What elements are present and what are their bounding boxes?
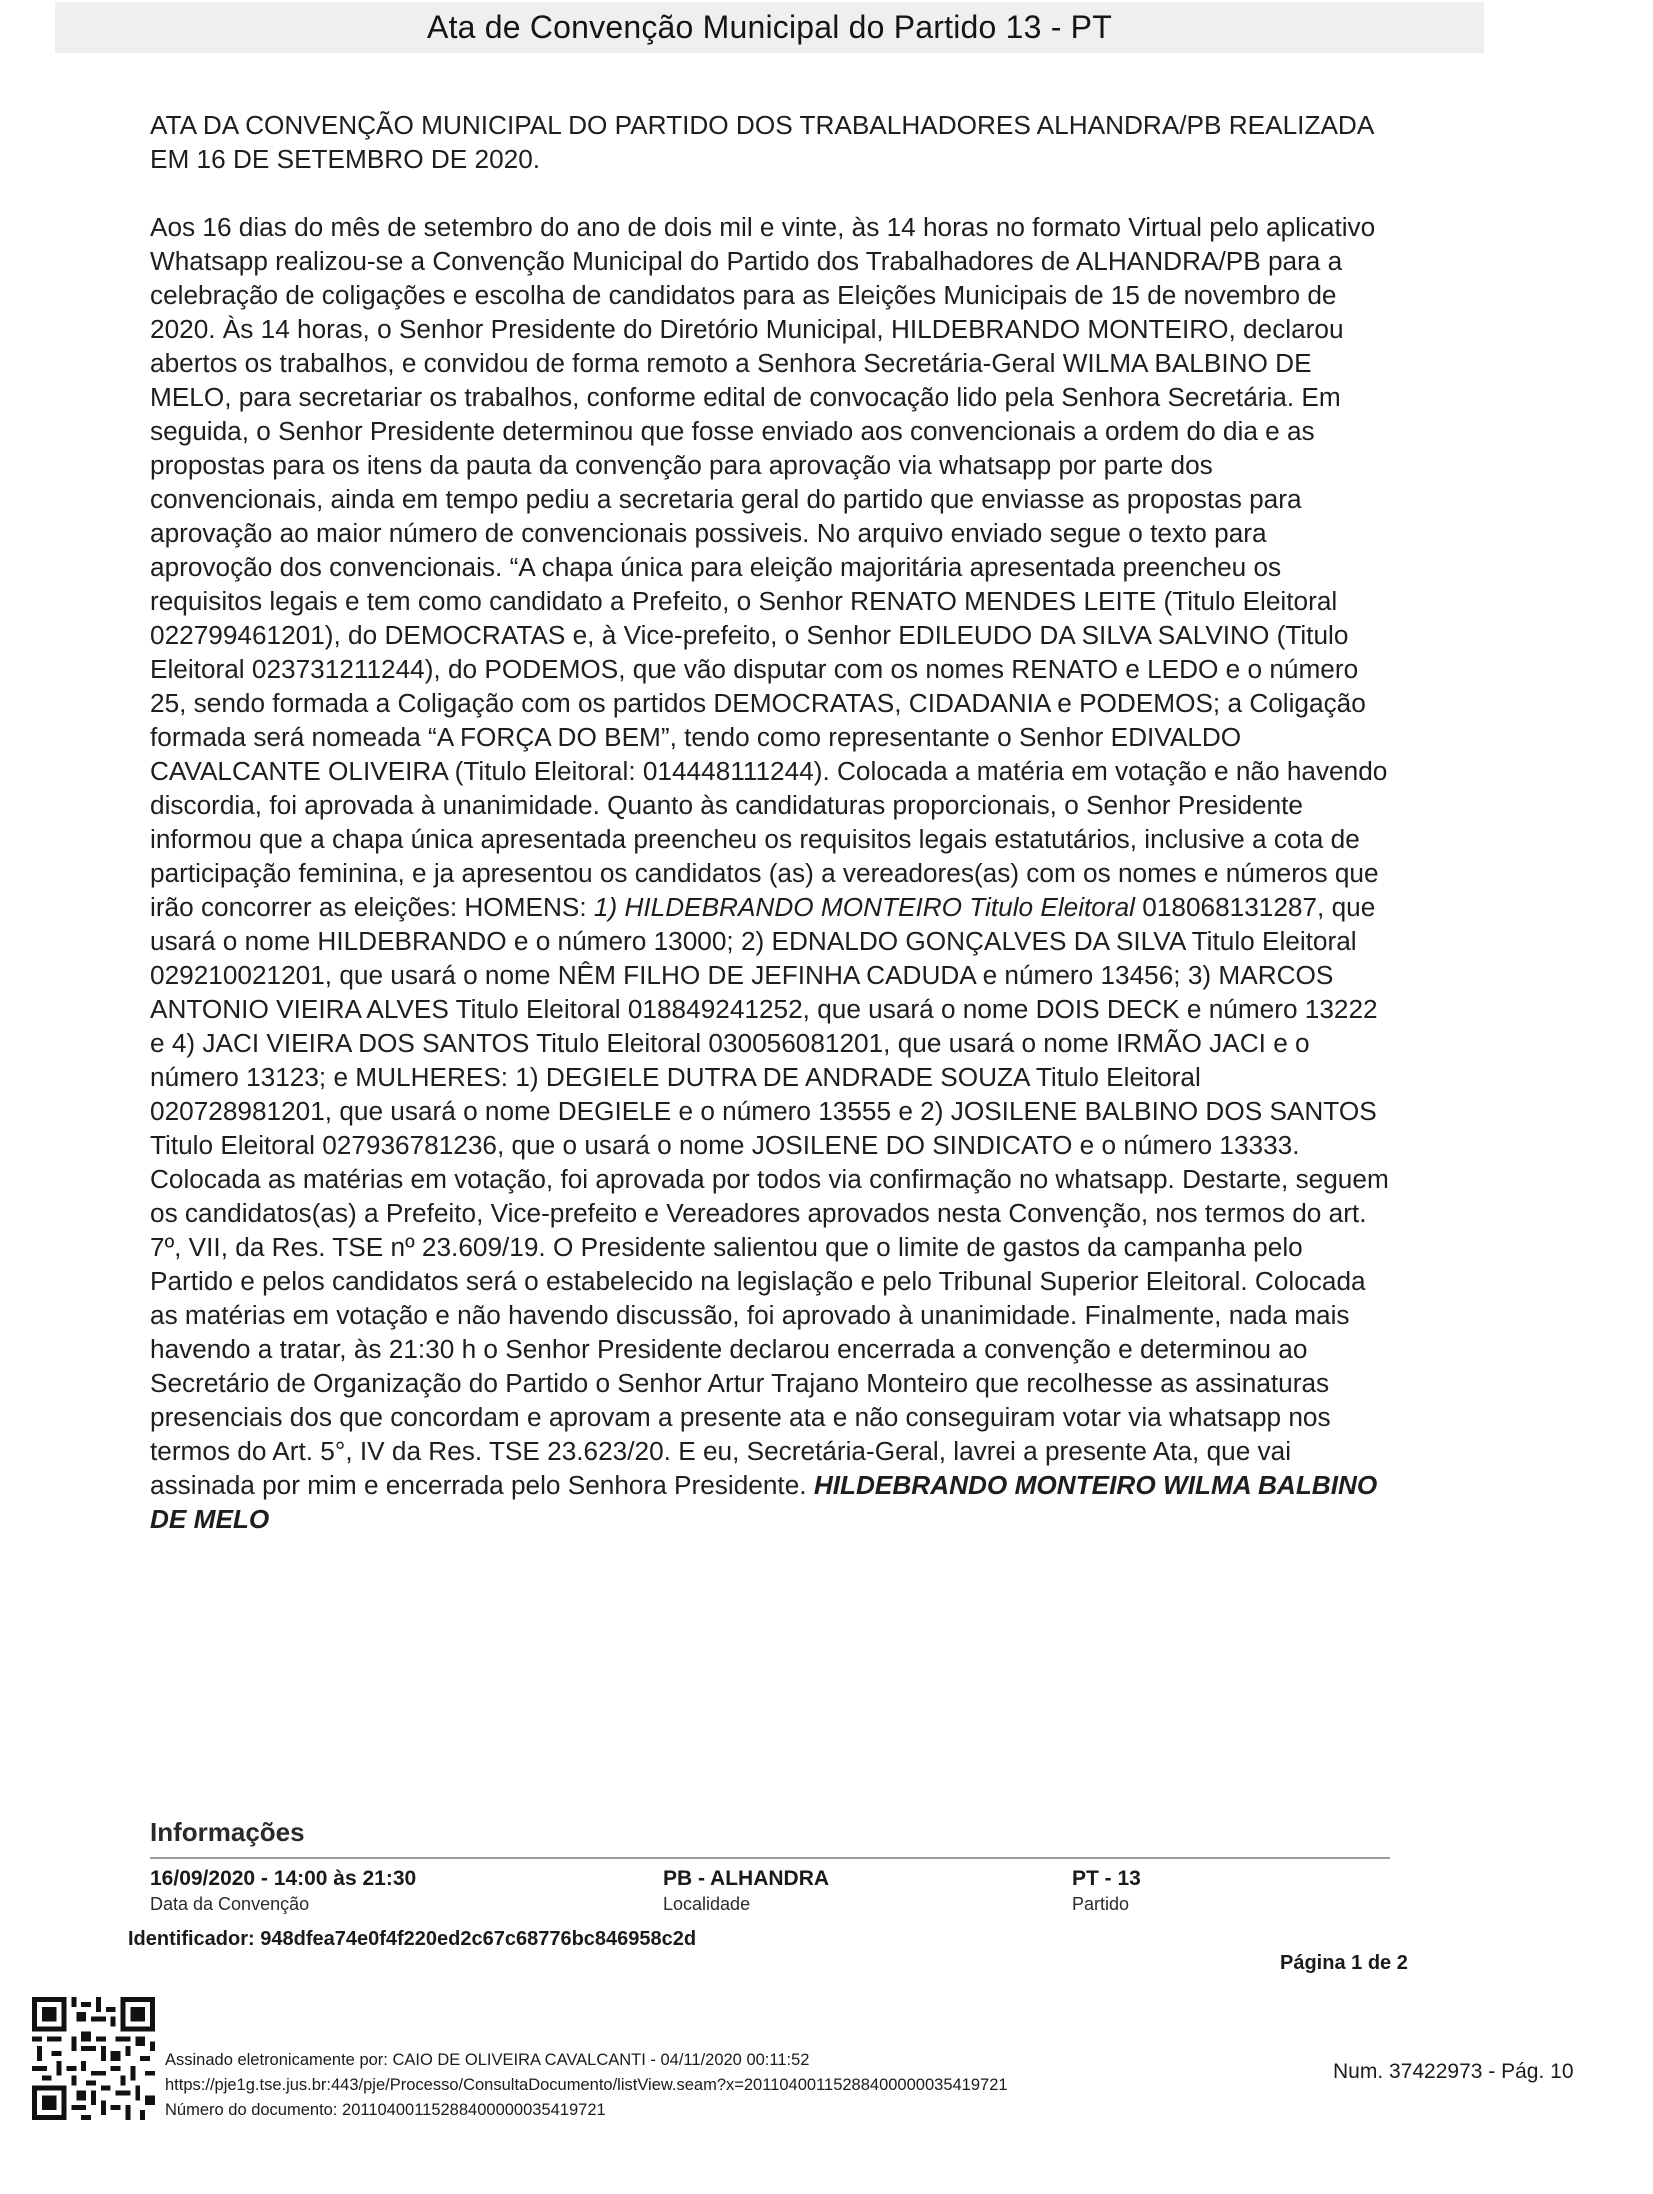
- document-identifier: Identificador: 948dfea74e0f4f220ed2c67c68776bc846958c2d: [128, 1928, 697, 1950]
- body-text-italic: 1) HILDEBRANDO MONTEIRO Titulo Eleitoral: [593, 892, 1135, 922]
- info-title: Informações: [150, 1817, 305, 1847]
- page-indicator: Página 1 de 2: [1280, 1952, 1408, 1974]
- document-paragraph: [150, 210, 1390, 1536]
- document-url[interactable]: https://pje1g.tse.jus.br:443/pje/Processo/ConsultaDocumento/listView.seam?x=20110400115288400000035419721: [165, 2076, 1008, 2094]
- info-party: [1072, 1866, 1141, 1916]
- locality-label: Localidade: [663, 1894, 751, 1914]
- body-text-1: Aos 16 dias do mês de setembro do ano de dois mil e vinte, às 14 horas no formato Virtual pelo aplicativo Whatsapp realizou-se a Convenção Municipal do Partido dos Trabalhadores de ALHANDRA/PB para a celebração de coligações e escolha de candidatos para as Eleições Municipais de 15 de novembro de 2020. Às 14 horas, o Senhor Presidente do Diretório Municipal, HILDEBRANDO MONTEIRO, declarou abertos os trabalhos, e convidou de forma remoto a Senhora Secretária-Geral WILMA BALBINO DE MELO, para secretariar os trabalhos, conforme edital de convocação lido pela Senhora Secretária. Em seguida, o Senhor Presidente determinou que fosse enviado aos convencionais a ordem do dia e as propostas para os itens da pauta da convenção para aprovação via whatsapp por parte dos convencionais, ainda em tempo pediu a secretaria geral do partido que enviasse as propostas para aprovação ao maior número de convencionais possiveis. No arquivo enviado segue o texto para aprovoção dos convencionais. “A chapa única para eleição majoritária apresentada preencheu os requisitos legais e tem como candidato a Prefeito, o Senhor RENATO MENDES LEITE (Titulo Eleitoral 022799461201), do DEMOCRATAS e, à Vice-prefeito, o Senhor EDILEUDO DA SILVA SALVINO (Titulo Eleitoral 023731211244), do PODEMOS, que vão disputar com os nomes RENATO e LEDO e o número 25, sendo formada a Coligação com os partidos DEMOCRATAS, CIDADANIA e PODEMOS; a Coligação formada será nomeada “A FORÇA DO BEM”, tendo como representante o Senhor EDIVALDO CAVALCANTE OLIVEIRA (Titulo Eleitoral: 014448111244). Colocada a matéria em votação e não havendo discordia, foi aprovada à unanimidade. Quanto às candidaturas proporcionais, o Senhor Presidente informou que a chapa única apresentada preencheu os requisitos legais estatutários, inclusive a cota de participação feminina, e ja apresentou os candidatos (as) a vereadores(as) com os nomes e números que irão concorrer as eleições: HOMENS:: [150, 212, 1388, 922]
- convention-date-value: 16/09/2020 - 14:00 às 21:30: [150, 1867, 417, 1890]
- document-heading: ATA DA CONVENÇÃO MUNICIPAL DO PARTIDO DOS TRABALHADORES ALHANDRA/PB REALIZADA EM 16 DE SETEMBRO DE 2020.: [150, 110, 1373, 174]
- party-value: PT - 13: [1072, 1867, 1141, 1890]
- body-text-2: 018068131287, que usará o nome HILDEBRANDO e o número 13000; 2) EDNALDO GONÇALVES DA SILVA Titulo Eleitoral 029210021201, que usará o nome NÊM FILHO DE JEFINHA CADUDA e número 13456; 3) MARCOS ANTONIO VIEIRA ALVES Titulo Eleitoral 018849241252, que usará o nome DOIS DECK e número 13222 e 4) JACI VIEIRA DOS SANTOS Titulo Eleitoral 030056081201, que usará o nome IRMÃO JACI e o número 13123; e MULHERES: 1) DEGIELE DUTRA DE ANDRADE SOUZA Titulo Eleitoral 020728981201, que usará o nome DEGIELE e o número 13555 e 2) JOSILENE BALBINO DOS SANTOS Titulo Eleitoral 027936781236, que o usará o nome JOSILENE DO SINDICATO e o número 13333. Colocada as matérias em votação, foi aprovada por todos via confirmação no whatsapp. Destarte, seguem os candidatos(as) a Prefeito, Vice-prefeito e Vereadores aprovados nesta Convenção, nos termos do art. 7º, VII, da Res. TSE nº 23.609/19. O Presidente salientou que o limite de gastos da campanha pelo Partido e pelos candidatos será o estabelecido na legislação e pelo Tribunal Superior Eleitoral. Colocada as matérias em votação e não havendo discussão, foi aprovado à unanimidade. Finalmente, nada mais havendo a tratar, às 21:30 h o Senhor Presidente declarou encerrada a convenção e determinou ao Secretário de Organização do Partido o Senhor Artur Trajano Monteiro que recolhesse as assinaturas presenciais dos que concordam e aprovam a presente ata e não conseguiram votar via whatsapp nos termos do Art. 5°, IV da Res. TSE 23.623/20. E eu, Secretária-Geral, lavrei a presente Ata, que vai assinada por mim e encerrada pelo Senhora Presidente.: [150, 892, 1389, 1500]
- document-body: [150, 108, 1390, 1536]
- party-label: Partido: [1072, 1894, 1130, 1914]
- qr-code-icon: [32, 1997, 155, 2120]
- num-page: Num. 37422973 - Pág. 10: [1333, 2060, 1574, 2083]
- info-locality: [663, 1866, 829, 1916]
- locality-value: PB - ALHANDRA: [663, 1867, 830, 1890]
- page-title: Ata de Convenção Municipal do Partido 13 - PT: [427, 9, 1112, 45]
- info-section-header: [150, 1817, 1390, 1859]
- title-bar: [55, 2, 1484, 53]
- signed-by: Assinado eletronicamente por: CAIO DE OLIVEIRA CAVALCANTI - 04/11/2020 00:11:52: [165, 2051, 810, 2069]
- signature-names: HILDEBRANDO MONTEIRO WILMA BALBINO DE MELO: [150, 1470, 1378, 1534]
- convention-date-label: Data da Convenção: [150, 1894, 310, 1914]
- info-date: [150, 1866, 416, 1916]
- document-number: Número do documento: 20110400115288400000035419721: [165, 2101, 606, 2119]
- signature-block: [165, 2048, 1008, 2123]
